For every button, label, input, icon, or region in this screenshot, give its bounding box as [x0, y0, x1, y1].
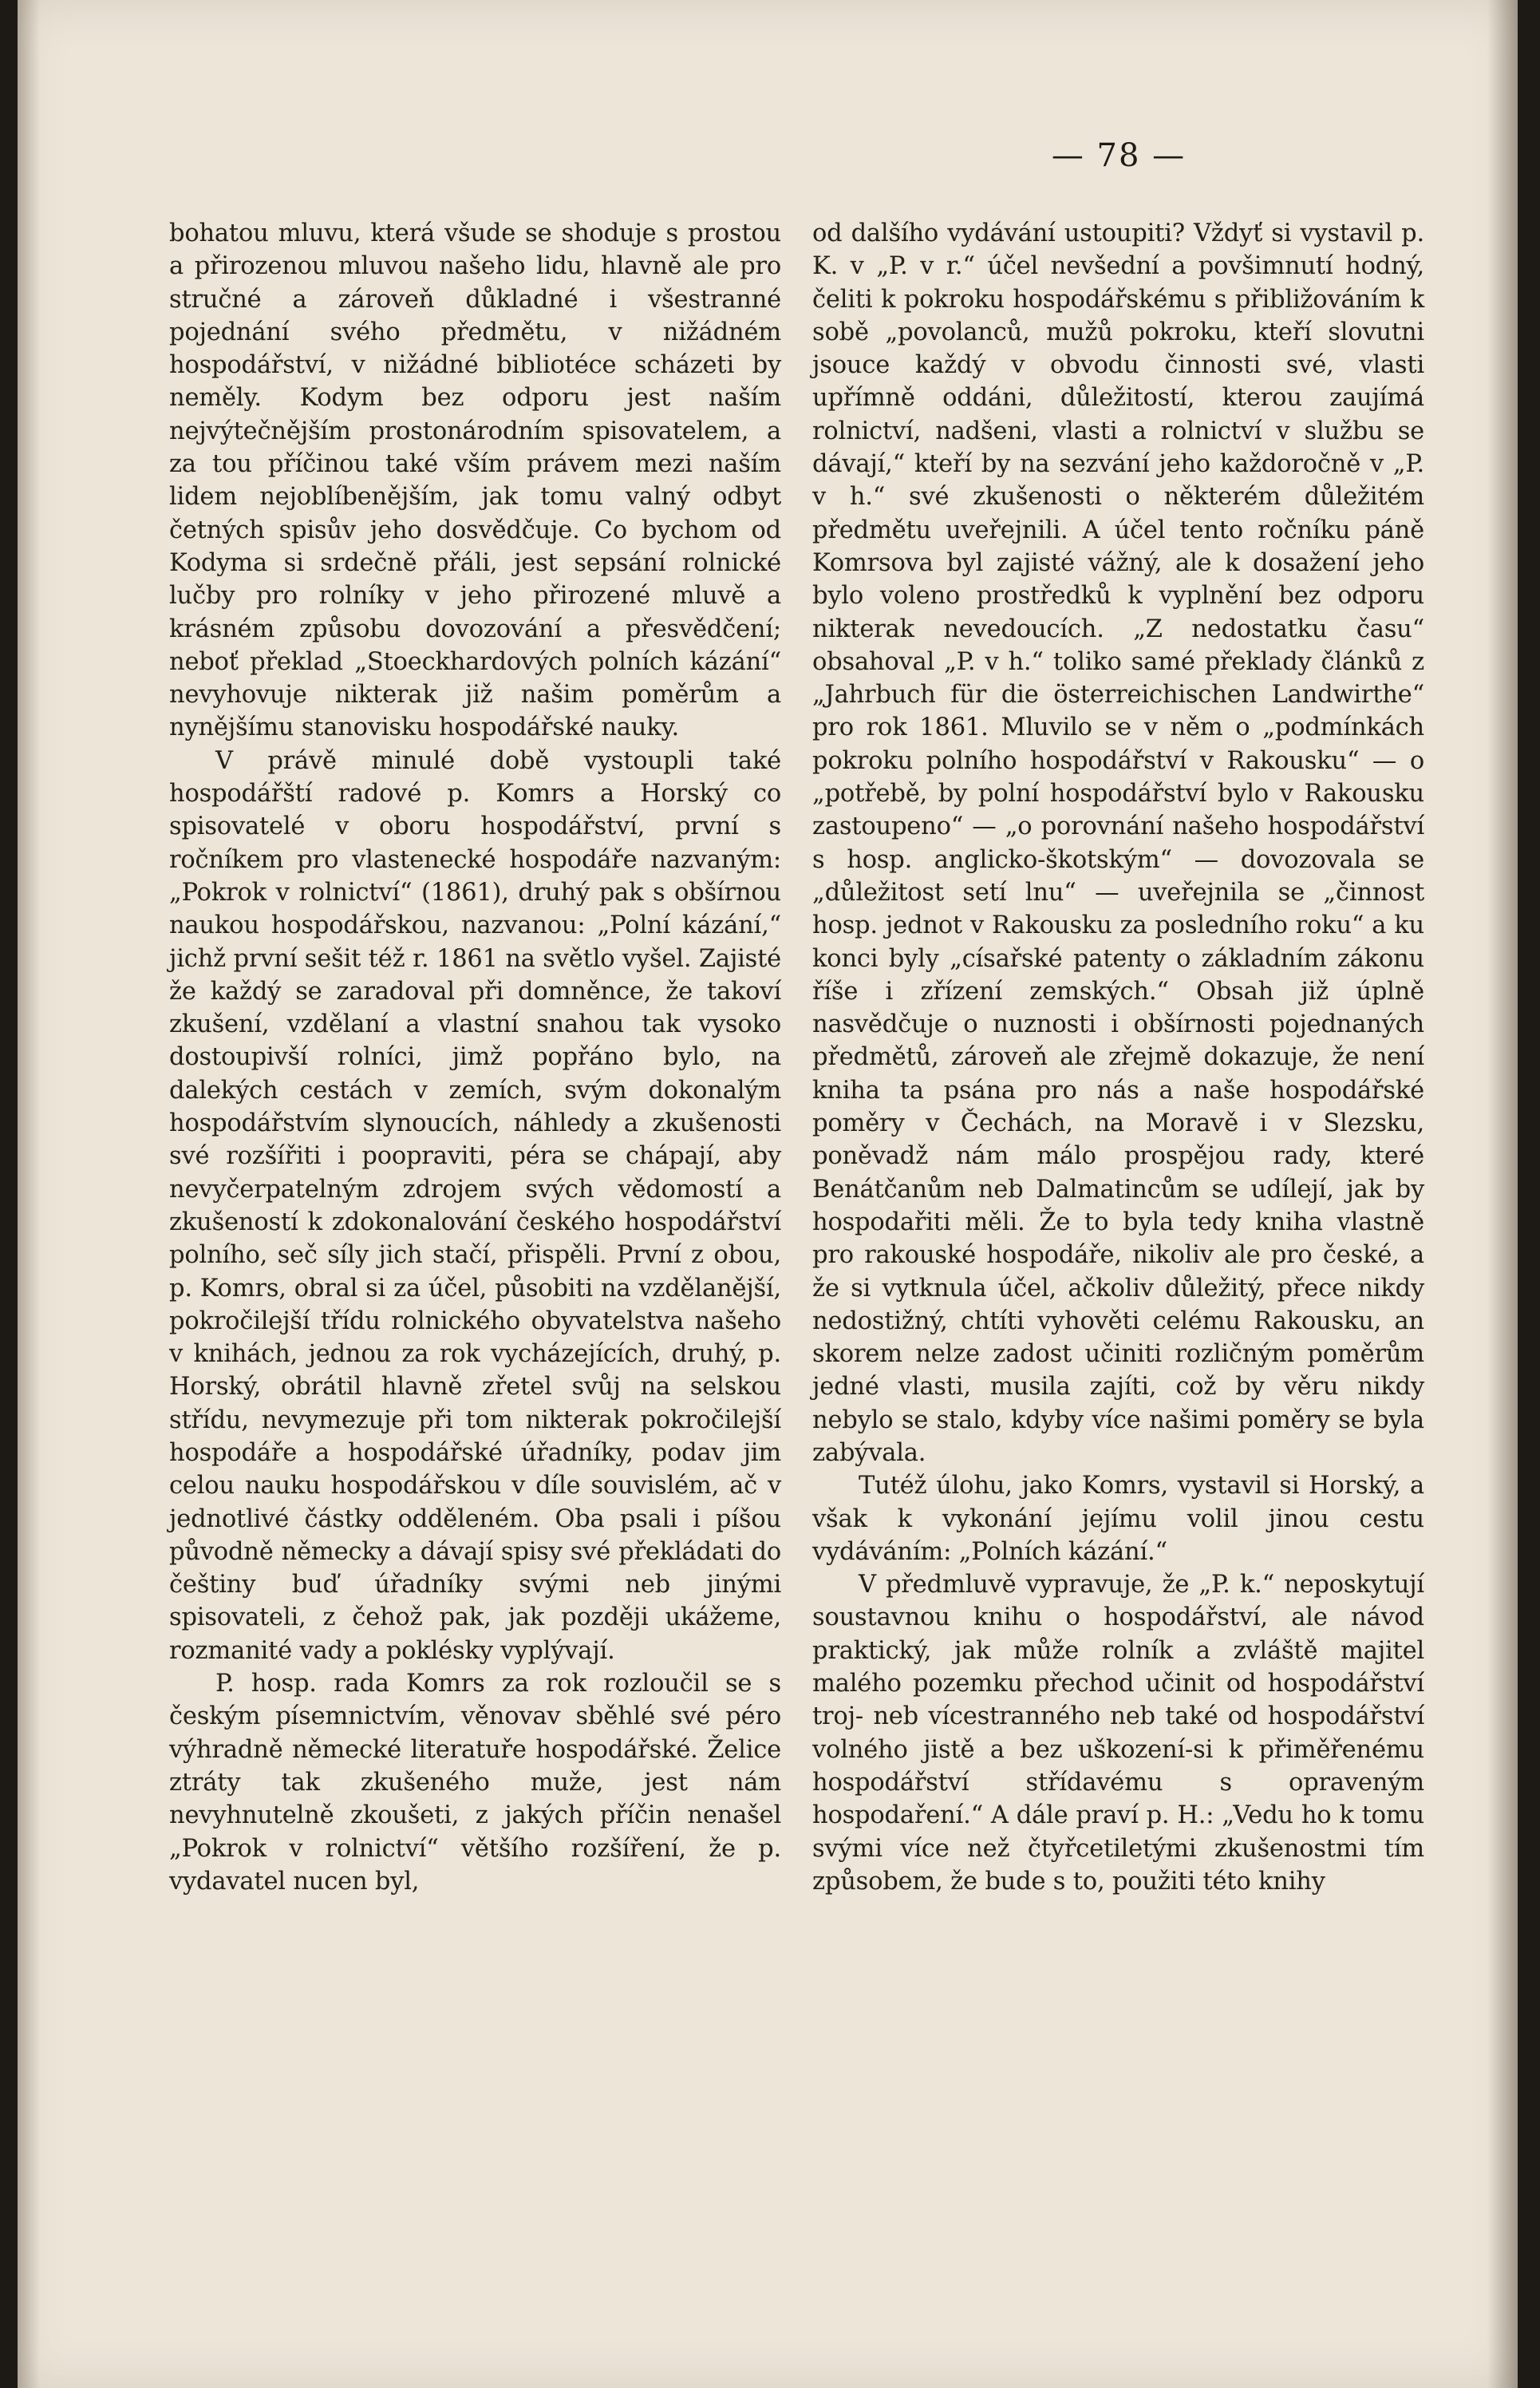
left-column	[169, 217, 781, 2324]
left-paragraph-2: V právě minulé době vystoupli také hospodářští radové p. Komrs a Horský co spisovatelé v oboru hospodářství, první s ročníkem pro vlastenecké hospodáře nazvaným: „Pokrok v rolnictví“ (1861), druhý pak s obšírnou naukou hospodářskou, nazvanou: „Polní kázání,“ jichž první sešit též r. 1861 na světlo vyšel. Zajisté že každý se zaradoval při domněnce, že takoví zkušení, vzdělaní a vlastní snahou tak vysoko dostoupivší rolníci, jimž popřáno bylo, na dalekých cestách v zemích, svým dokonalým hospodářstvím slynoucích, náhledy a zkušenosti své rozšířiti i poopraviti, péra se chápají, aby nevyčerpatelným zdrojem svých vědomostí a zkušeností k zdokonalování českého hospodářství polního, seč síly jich stačí, přispěli. První z obou, p. Komrs, obral si za účel, působiti na vzdělanější, pokročilejší třídu rolnického obyvatelstva našeho v knihách, jednou za rok vycházejících, druhý, p. Horský, obrátil hlavně zřetel svůj na selskou střídu, nevymezuje při tom nikterak pokročilejší hospodáře a hospodářské úřadníky, podav jim celou nauku hospodářskou v díle souvislém, ač v jednotlivé částky odděleném. Oba psali i píšou původně německy a dávají spisy své překládati do češtiny buď úřadníky svými neb jinými spisovateli, z čehož pak, jak později ukážeme, rozmanité vady a poklésky vyplývají.	[169, 746, 781, 1665]
page-shadow-left	[18, 0, 40, 2388]
left-paragraph-1: bohatou mluvu, která všude se shoduje s prostou a přirozenou mluvou našeho lidu, hlavně ale pro stručné a zároveň důkladné i všestranné pojednání svého předmětu, v nižádném hospodářství, v nižádné bibliotéce scházeti by neměly. Kodym bez odporu jest naším nejvýtečnějším prostonárodním spisovatelem, a za tou příčinou také vším právem mezi naším lidem nejoblíbenějším, jak tomu valný odbyt četných spisův jeho dosvědčuje. Co bychom od Kodyma si srdečně přáli, jest sepsání rolnické lučby pro rolníky v jeho přirozené mluvě a krásném způsobu dovozování a přesvědčení; neboť překlad „Stoeckhardových polních kázání“ nevyhovuje nikterak již našim poměrům a nynějšímu stanovisku hospodářské nauky.	[169, 219, 781, 742]
right-paragraph-1: od dalšího vydávání ustoupiti? Vždyť si vystavil p. K. v „P. v r.“ účel nevšední a povšimnutí hodný, čeliti k pokroku hospodářskému s přibližováním k sobě „povolanců, mužů pokroku, kteří slovutni jsouce každý v obvodu činnosti své, vlasti upřímně oddáni, důležitostí, kterou zaujímá rolnictví, nadšeni, vlasti a rolnictví v službu se dávají,“ kteří by na sezvání jeho každoročně v „P. v h.“ své zkušenosti o některém důležitém předmětu uveřejnili. A účel tento ročníku páně Komrsova byl zajisté vážný, ale k dosažení jeho bylo voleno prostředků k vyplnění bez odporu nikterak nevedoucích. „Z nedostatku času“ obsahoval „P. v h.“ toliko samé překlady článků z „Jahrbuch für die österreichischen Landwirthe“ pro rok 1861. Mluvilo se v něm o „podmínkách pokroku polního hospodářství v Rakousku“ — o „potřebě, by polní hospodářství bylo v Rakousku zastoupeno“ — „o porovnání našeho hospodářství s hosp. anglicko-škotským“ — dovozovala se „důležitost setí lnu“ — uveřejnila se „činnost hosp. jednot v Rakousku za posledního roku“ a ku konci byly „císařské patenty o základním zákonu říše i zřízení zemských.“ Obsah již úplně nasvědčuje o nuznosti i obšírnosti pojednaných předmětů, zároveň ale zřejmě dokazuje, že není kniha ta psána pro nás a naše hospodářské poměry v Čechách, na Moravě i v Slezsku, poněvadž nám málo prospějou rady, které Benátčanům neb Dalmatincům se udílejí, jak by hospodařiti měli. Že to byla tedy kniha vlastně pro rakouské hospodáře, nikoliv ale pro české, a že si vytknula účel, ačkoliv důležitý, přece nikdy nedostižný, chtíti vyhověti celému Rakousku, an skorem nelze zadost učiniti rozličným poměrům jedné vlasti, musila zajíti, což by věru nikdy nebylo se stalo, kdyby více našimi poměry se byla zabývala.	[812, 219, 1424, 1467]
page-shadow-right	[1487, 0, 1518, 2388]
page-header	[18, 137, 1518, 174]
right-column	[812, 217, 1424, 2324]
book-page	[18, 0, 1518, 2388]
right-paragraph-2: Tutéž úlohu, jako Komrs, vystavil si Horský, a však k vykonání jejímu volil jinou cestu vydáváním: „Polních kázání.“	[812, 1472, 1424, 1566]
page-number: — 78 —	[1051, 137, 1187, 174]
right-paragraph-3: V předmluvě vypravuje, že „P. k.“ neposkytují soustavnou knihu o hospodářství, ale návod praktický, jak může rolník a zvláště majitel malého pozemku přechod učinit od hospodářství troj- neb vícestranného neb také od hospodářství volného jistě a bez uškození-si k přiměřenému hospodářství střídavému s opraveným hospodaření.“ A dále praví p. H.: „Vedu ho k tomu svými více než čtyřcetiletými zkušenostmi tím způsobem, že bude s to, použiti této knihy	[812, 1571, 1424, 1896]
left-paragraph-3: P. hosp. rada Komrs za rok rozloučil se s českým písemnictvím, věnovav sběhlé své péro výhradně německé literatuře hospodářské. Želice ztráty tak zkušeného muže, jest nám nevyhnutelně zkoušeti, z jakých příčin nenašel „Pokrok v rolnictví“ většího rozšíření, že p. vydavatel nucen byl,	[169, 1670, 781, 1896]
